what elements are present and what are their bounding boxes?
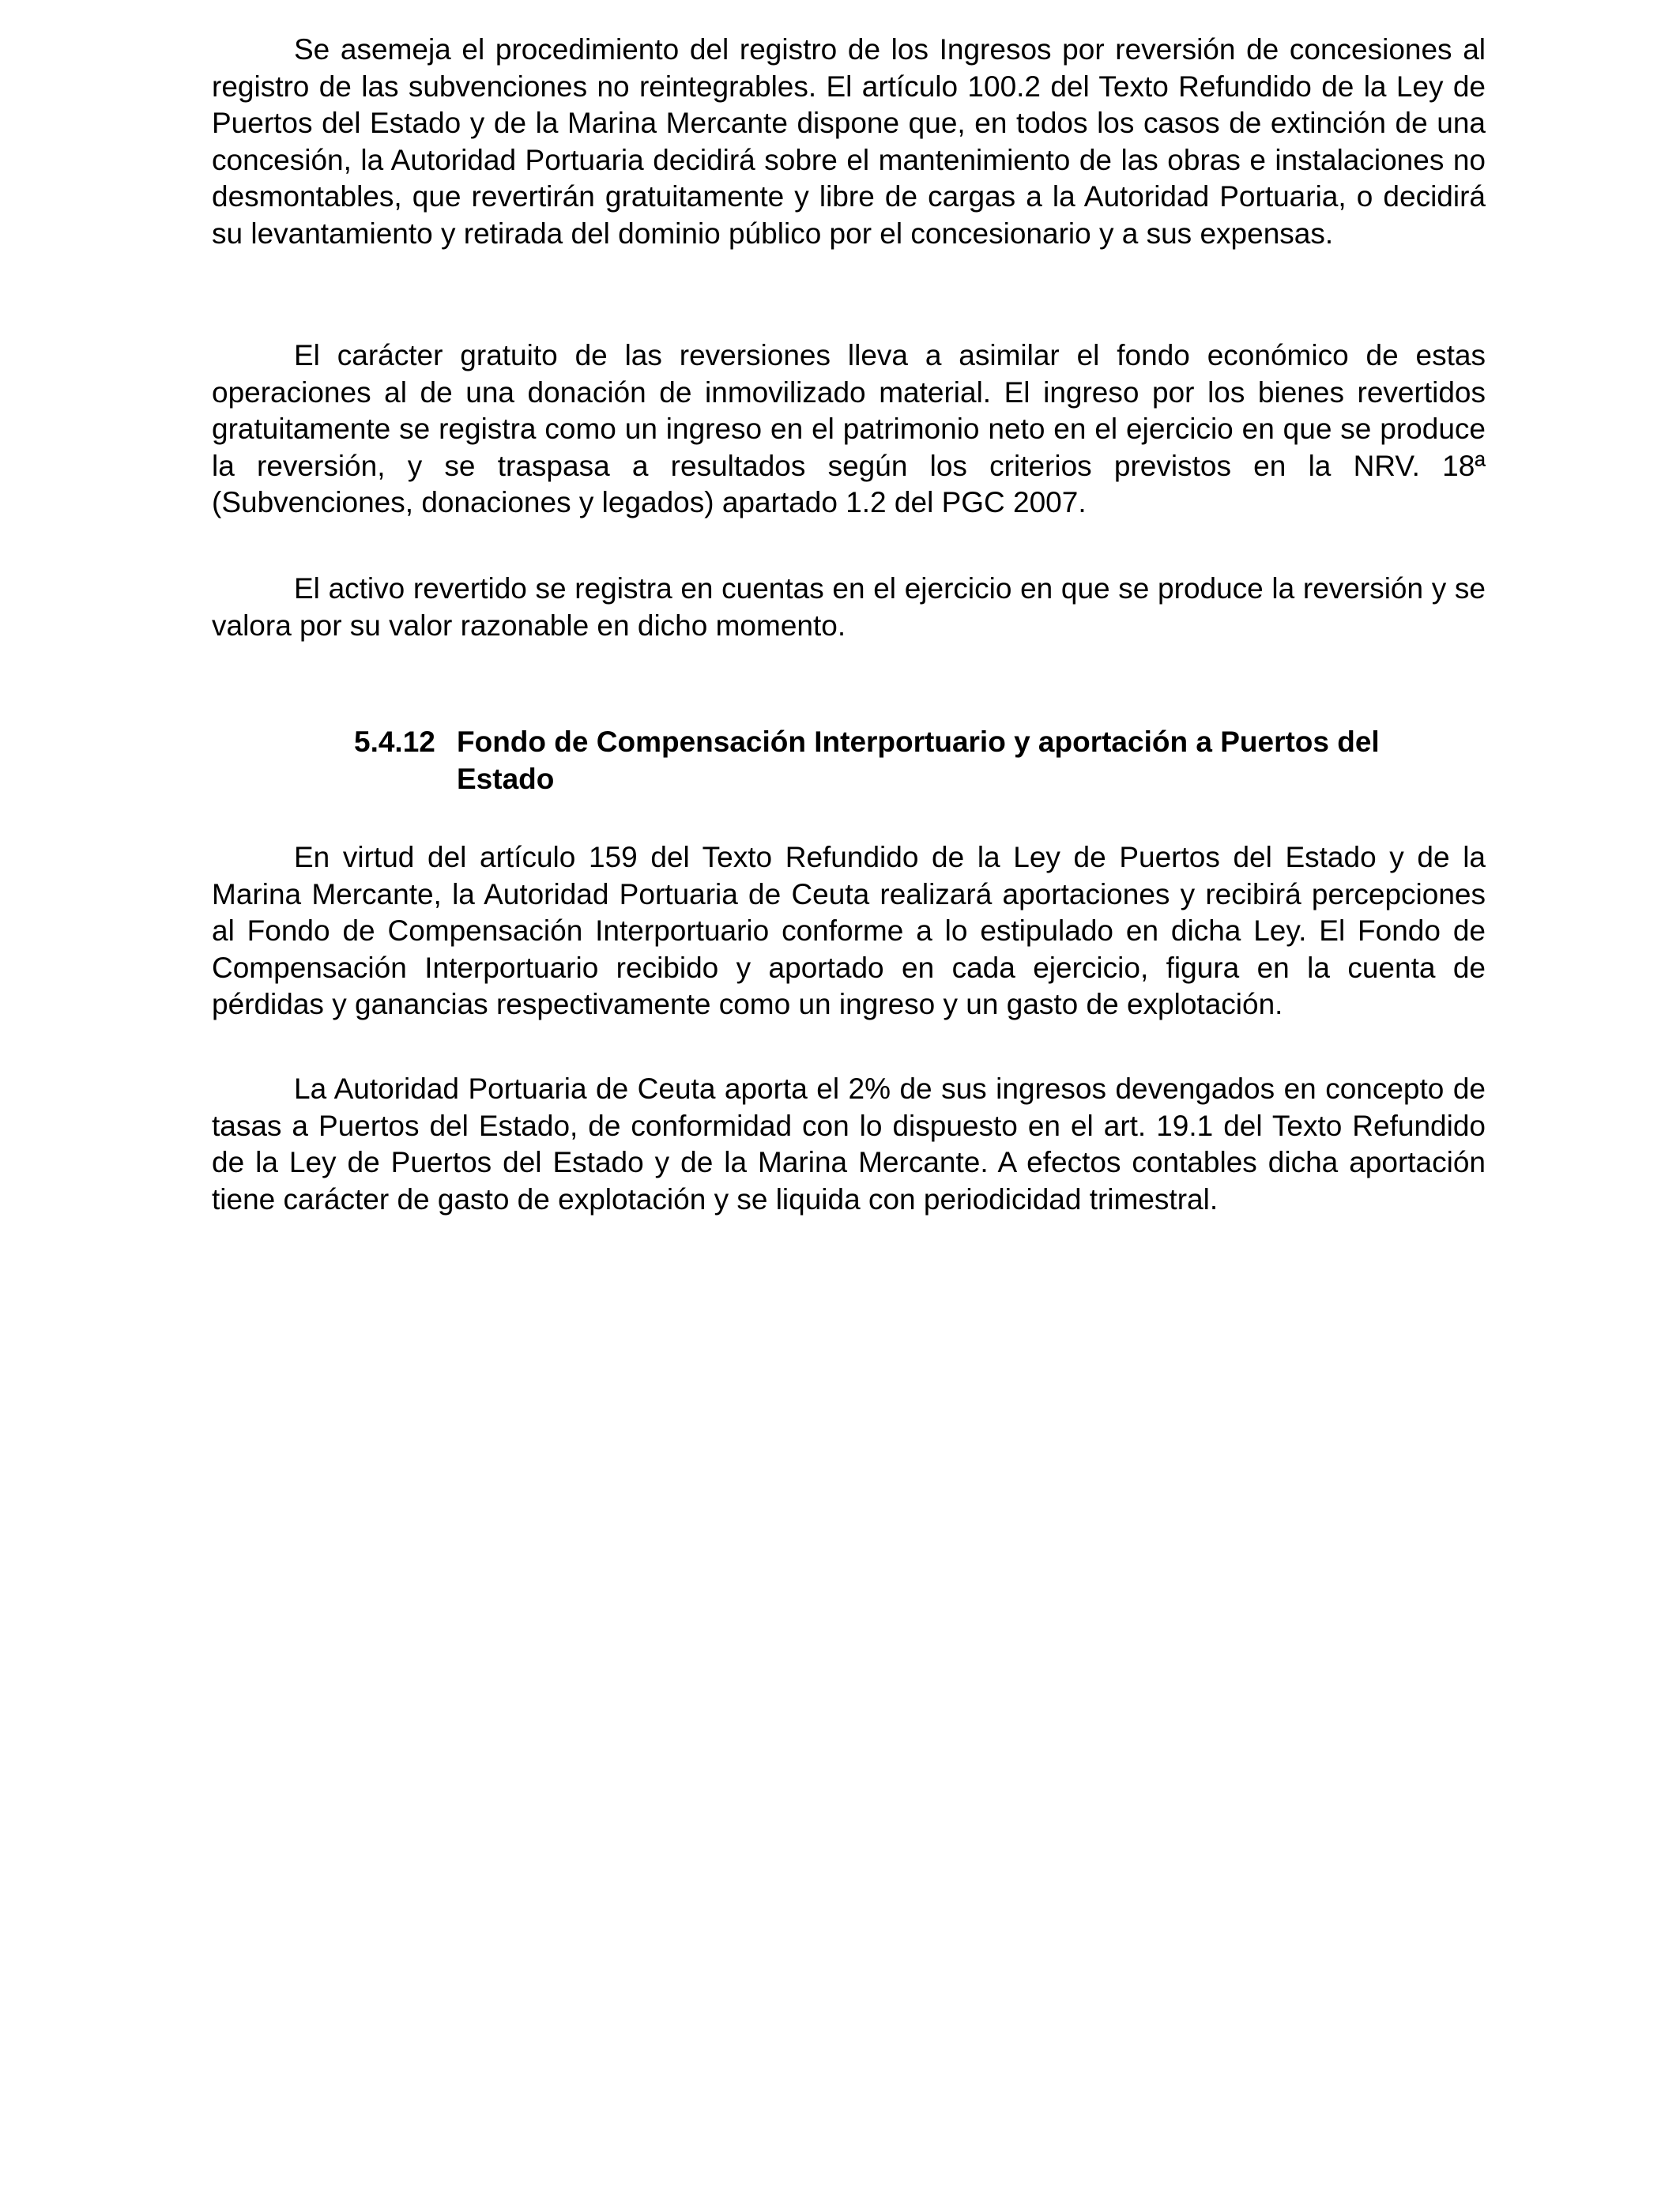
section-number: 5.4.12	[354, 726, 435, 758]
paragraph-fondo-compensacion: En virtud del artículo 159 del Texto Refundido de la Ley de Puertos del Estado y de la Marina Mercante, la Autoridad Portuaria de Ceuta realizará aportaciones y recibirá percepciones al Fondo de Compensación Interportuario conforme a lo estipulado en dicha Ley. El Fondo de Compensación Interportuario recibido y aportado en cada ejercicio, figura en la cuenta de pérdidas y ganancias respectivamente como un ingreso y un gasto de explotación.	[212, 841, 1486, 1020]
paragraph-activo-revertido: El activo revertido se registra en cuentas en el ejercicio en que se produce la reversión y se valora por su valor razonable en dicho momento.	[212, 572, 1486, 642]
paragraph-aportacion-puertos: La Autoridad Portuaria de Ceuta aporta el 2% de sus ingresos devengados en concepto de tasas a Puertos del Estado, de conformidad con lo dispuesto en el art. 19.1 del Texto Refundido de la Ley de Puertos del Estado y de la Marina Mercante. A efectos contables dicha aportación tiene carácter de gasto de explotación y se liquida con periodicidad trimestral.	[212, 1072, 1486, 1216]
paragraph-reversion-concesiones: Se asemeja el procedimiento del registro de los Ingresos por reversión de concesiones al registro de las subvenciones no reintegrables. El artículo 100.2 del Texto Refundido de la Ley de Puertos del Estado y de la Marina Mercante dispone que, en todos los casos de extinción de una concesión, la Autoridad Portuaria decidirá sobre el mantenimiento de las obras e instalaciones no desmontables, que revertirán gratuitamente y libre de cargas a la Autoridad Portuaria, o decidirá su levantamiento y retirada del dominio público por el concesionario y a sus expensas.	[212, 33, 1486, 250]
section-title: Fondo de Compensación Interportuario y aportación a Puertos del Estado	[457, 726, 1380, 795]
section-heading	[354, 723, 1460, 797]
paragraph-caracter-gratuito: El carácter gratuito de las reversiones lleva a asimilar el fondo económico de estas operaciones al de una donación de inmovilizado material. El ingreso por los bienes revertidos gratuitamente se registra como un ingreso en el patrimonio neto en el ejercicio en que se produce la reversión, y se traspasa a resultados según los criterios previstos en la NRV. 18ª (Subvenciones, donaciones y legados) apartado 1.2 del PGC 2007.	[212, 339, 1486, 518]
